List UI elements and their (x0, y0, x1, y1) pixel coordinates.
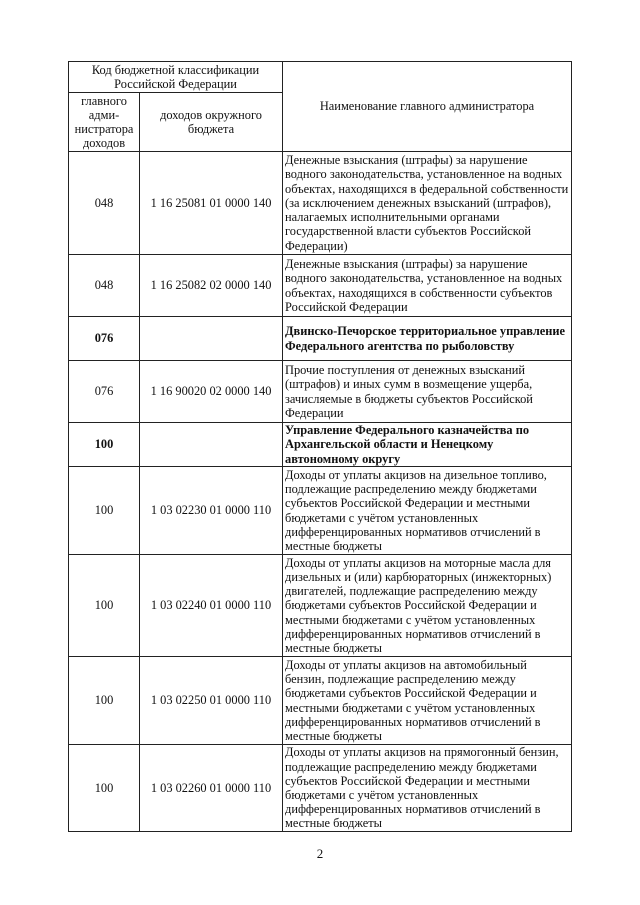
header-admin-code: главного адми-нистратора доходов (69, 93, 140, 152)
table-row (69, 255, 572, 317)
table-row (69, 152, 572, 255)
admin-code-cell: 048 (69, 152, 140, 255)
table-row (69, 657, 572, 745)
budget-code-cell: 1 03 02260 01 0000 110 (140, 745, 283, 832)
table-row (69, 423, 572, 467)
administrator-name-cell: Прочие поступления от денежных взысканий (штрафов) и иных сумм в возмещение ущерба, зачисляемые в бюджеты субъектов Российской Федерации (283, 361, 572, 423)
admin-code-cell: 076 (69, 317, 140, 361)
table-row (69, 317, 572, 361)
admin-code-cell: 100 (69, 423, 140, 467)
table-row (69, 467, 572, 555)
admin-code-cell: 100 (69, 467, 140, 555)
page-number: 2 (316, 846, 324, 861)
budget-code-cell: 1 03 02240 01 0000 110 (140, 555, 283, 657)
budget-code-cell: 1 03 02230 01 0000 110 (140, 467, 283, 555)
administrator-name-cell: Доходы от уплаты акцизов на дизельное топливо, подлежащие распределению между бюджетами субъектов Российской Федерации и местными бюджетами с учётом установленных дифференцированных нормативов отчислений в местные бюджеты (283, 467, 572, 555)
table-row (69, 555, 572, 657)
admin-code-cell: 048 (69, 255, 140, 317)
header-admin-name: Наименование главного администратора (283, 62, 572, 152)
administrator-name-cell: Доходы от уплаты акцизов на прямогонный бензин, подлежащие распределению между бюджетами субъектов Российской Федерации и местными бюджетами с учётом установленных дифференцированных нормативов отчислений в местные бюджеты (283, 745, 572, 832)
admin-code-cell: 100 (69, 657, 140, 745)
administrator-name-cell: Доходы от уплаты акцизов на автомобильный бензин, подлежащие распределению между бюджетами субъектов Российской Федерации и местными бюджетами с учётом установленных дифференцированных нормативов отчислений в местные бюджеты (283, 657, 572, 745)
budget-code-cell: 1 03 02250 01 0000 110 (140, 657, 283, 745)
administrator-name-cell: Денежные взыскания (штрафы) за нарушение водного законодательства, установленное на водных объектах, находящихся в федеральной собственности (за исключением денежных взысканий (штрафов), налагаемых исполнительными органами государственной власти субъектов Российской Федерации) (283, 152, 572, 255)
table-header-row (69, 62, 572, 93)
budget-classification-table (68, 61, 572, 832)
budget-code-cell: 1 16 25082 02 0000 140 (140, 255, 283, 317)
table-row (69, 745, 572, 832)
administrator-name-cell: Доходы от уплаты акцизов на моторные масла для дизельных и (или) карбюраторных (инжекторных) двигателей, подлежащие распределению между бюджетами субъектов Российской Федерации и местными бюджетами с учётом установленных дифференцированных нормативов отчислений в местные бюджеты (283, 555, 572, 657)
header-group-label: Код бюджетной классификации Российской Федерации (69, 62, 283, 93)
admin-code-cell: 100 (69, 745, 140, 832)
admin-code-cell: 076 (69, 361, 140, 423)
administrator-name-cell: Денежные взыскания (штрафы) за нарушение водного законодательства, установленное на водных объектах, находящихся в собственности субъектов Российской Федерации (283, 255, 572, 317)
budget-code-cell (140, 423, 283, 467)
budget-code-cell: 1 16 90020 02 0000 140 (140, 361, 283, 423)
table-row (69, 361, 572, 423)
header-income-code: доходов окружного бюджета (140, 93, 283, 152)
administrator-name-cell: Двинско-Печорское территориальное управление Федерального агентства по рыболовству (283, 317, 572, 361)
admin-code-cell: 100 (69, 555, 140, 657)
budget-code-cell: 1 16 25081 01 0000 140 (140, 152, 283, 255)
administrator-name-cell: Управление Федерального казначейства по Архангельской области и Ненецкому автономному округу (283, 423, 572, 467)
budget-code-cell (140, 317, 283, 361)
